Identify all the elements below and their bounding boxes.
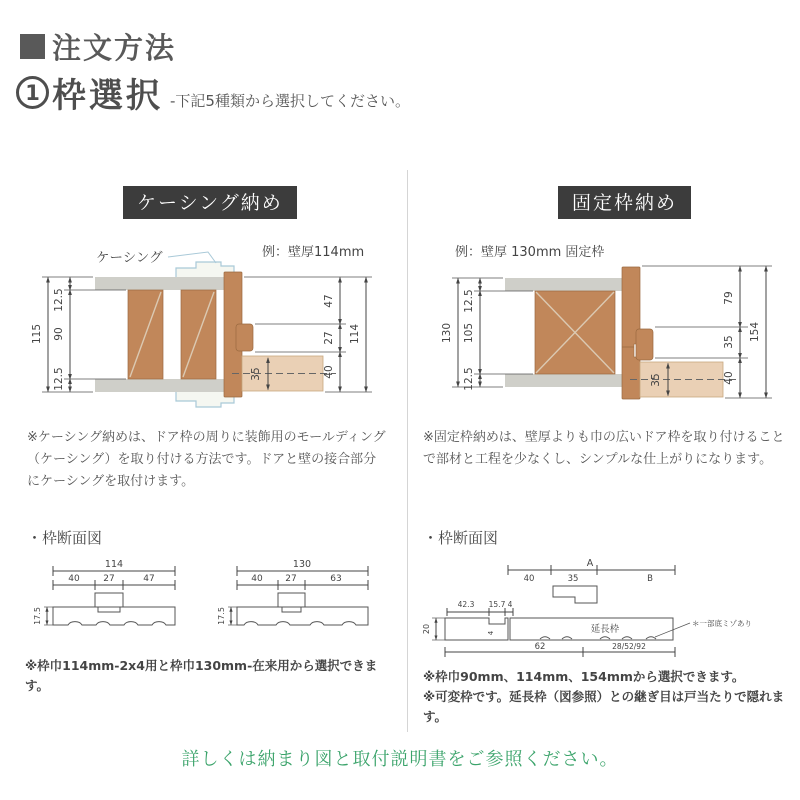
profile-seg2: 35 [567, 574, 579, 584]
casing-description: ※ケーシング納めは、ドア枠の周りに装飾用のモールディング（ケーシング）を取り付ける方法です。ドアと壁の接合部分にケーシングを取付けます。 [27, 430, 386, 490]
right-note-1: ※枠巾90mm、114mm、154mmから選択できます。 [423, 669, 745, 684]
frame-seg3-value: 40 [723, 371, 735, 385]
wall-board-top [505, 278, 628, 291]
profile-seg1: 40 [523, 574, 535, 584]
profile-d3: 4 [507, 600, 513, 609]
profile-height: 20 [422, 623, 431, 635]
casing-leader-line [168, 252, 216, 263]
left-profile-section-title: ・枠断面図 [27, 529, 103, 547]
wall-board-bottom [505, 374, 628, 387]
profile-total: A [586, 558, 594, 569]
left-example-label: 例：壁厚114mm [262, 245, 365, 260]
profile-notch-depth: 4 [487, 630, 495, 636]
profile-main-body [445, 618, 508, 640]
profile2-seg1: 40 [251, 574, 263, 584]
profile1-seg3: 47 [143, 574, 155, 584]
left-note: ※枠巾114mm-2x4用と枠巾130mm-在来用から選択できます。 [25, 658, 378, 693]
groove-annotation: ＊一部底ミゾあり [692, 619, 752, 628]
frame-seg2-value: 27 [323, 331, 335, 345]
profile1-height: 17.5 [33, 607, 42, 625]
extension-frame-grooves [540, 637, 656, 639]
page-title: 注文方法 [52, 31, 177, 65]
wall-board-top [95, 277, 233, 290]
profile2-body [237, 607, 368, 625]
profile-bottom1: 62 [534, 642, 546, 652]
wall-middle-value: 105 [463, 322, 475, 344]
wall-stud [535, 291, 615, 374]
fixed-frame-section-title: 固定枠納め [558, 186, 691, 219]
profile-d2: 15.7 [488, 600, 506, 609]
frame-seg1-value: 79 [723, 291, 735, 305]
wall-bottom-value: 12.5 [463, 367, 475, 391]
profile-bottom2: 28/52/92 [612, 642, 646, 651]
wall-thickness-dimensions [31, 277, 126, 392]
right-note-2: ※可変枠です。延長枠（図参照）との継ぎ目は戸当たりで隠れます。 [423, 689, 785, 724]
profile-seg3: B [647, 574, 653, 584]
profile1-seg1: 40 [68, 574, 80, 584]
step-header [16, 68, 410, 117]
frame-total-value: 154 [749, 321, 761, 343]
profile1-stop [95, 593, 123, 607]
wall-bottom-value: 12.5 [53, 367, 65, 391]
door-stop [636, 329, 653, 360]
profile-d1: 42.3 [457, 600, 475, 609]
fixed-frame-installation-diagram [420, 240, 790, 425]
wall-top-value: 12.5 [53, 288, 65, 312]
profile-114 [33, 559, 175, 625]
casing-installation-diagram [25, 240, 380, 425]
step-number-badge: 1 [16, 76, 49, 109]
profile-variable [422, 558, 752, 657]
door-thickness-value: 35 [250, 367, 262, 381]
right-frame-profile [422, 548, 790, 660]
profile2-seg2: 27 [285, 574, 297, 584]
wall-stud-right [181, 290, 216, 379]
footer-reference-note: 詳しくは納まり図と取付説明書をご参照ください。 [181, 749, 619, 770]
profile2-total: 130 [292, 559, 312, 570]
casing-section-title: ケーシング納め [123, 186, 297, 219]
wall-stud-left [128, 290, 163, 379]
step-description: -下記5種類から選択してください。 [170, 92, 410, 110]
right-profile-section-title: ・枠断面図 [423, 529, 499, 547]
step-title: 枠選択 [52, 76, 163, 116]
right-notes [423, 667, 793, 727]
wall-thickness-dimensions [441, 278, 533, 391]
wall-middle-value: 90 [53, 327, 65, 341]
frame-seg1-value: 47 [323, 294, 335, 308]
wall-total-value: 130 [441, 322, 453, 344]
frame-total-value: 114 [349, 323, 361, 345]
page-title-row [20, 26, 176, 67]
profile-130 [217, 559, 368, 625]
casing-label: ケーシング [96, 250, 163, 266]
profile1-body [53, 607, 175, 625]
right-example-label: 例：壁厚 130mm 固定枠 [455, 245, 605, 260]
profile2-height: 17.5 [217, 607, 226, 625]
profile2-stop [278, 593, 305, 607]
frame-seg3-value: 40 [323, 365, 335, 379]
profile1-total: 114 [104, 559, 124, 570]
section-marker-icon [20, 34, 45, 59]
door-thickness-value: 35 [650, 373, 662, 387]
profile1-seg2: 27 [103, 574, 115, 584]
left-frame-profiles [20, 548, 400, 653]
door-stop [236, 324, 253, 351]
extension-frame-label: 延長枠 [590, 624, 620, 635]
profile-stop [553, 586, 597, 603]
wall-board-bottom [95, 379, 233, 392]
column-divider [407, 170, 408, 732]
wall-total-value: 115 [31, 323, 43, 345]
profile2-seg3: 63 [330, 574, 342, 584]
frame-seg2-value: 35 [723, 335, 735, 349]
fixed-frame-description: ※固定枠納めは、壁厚よりも巾の広いドア枠を取り付けることで部材と工程を少なくし、シンプルな仕上がりになります。 [423, 430, 785, 468]
wall-top-value: 12.5 [463, 289, 475, 313]
